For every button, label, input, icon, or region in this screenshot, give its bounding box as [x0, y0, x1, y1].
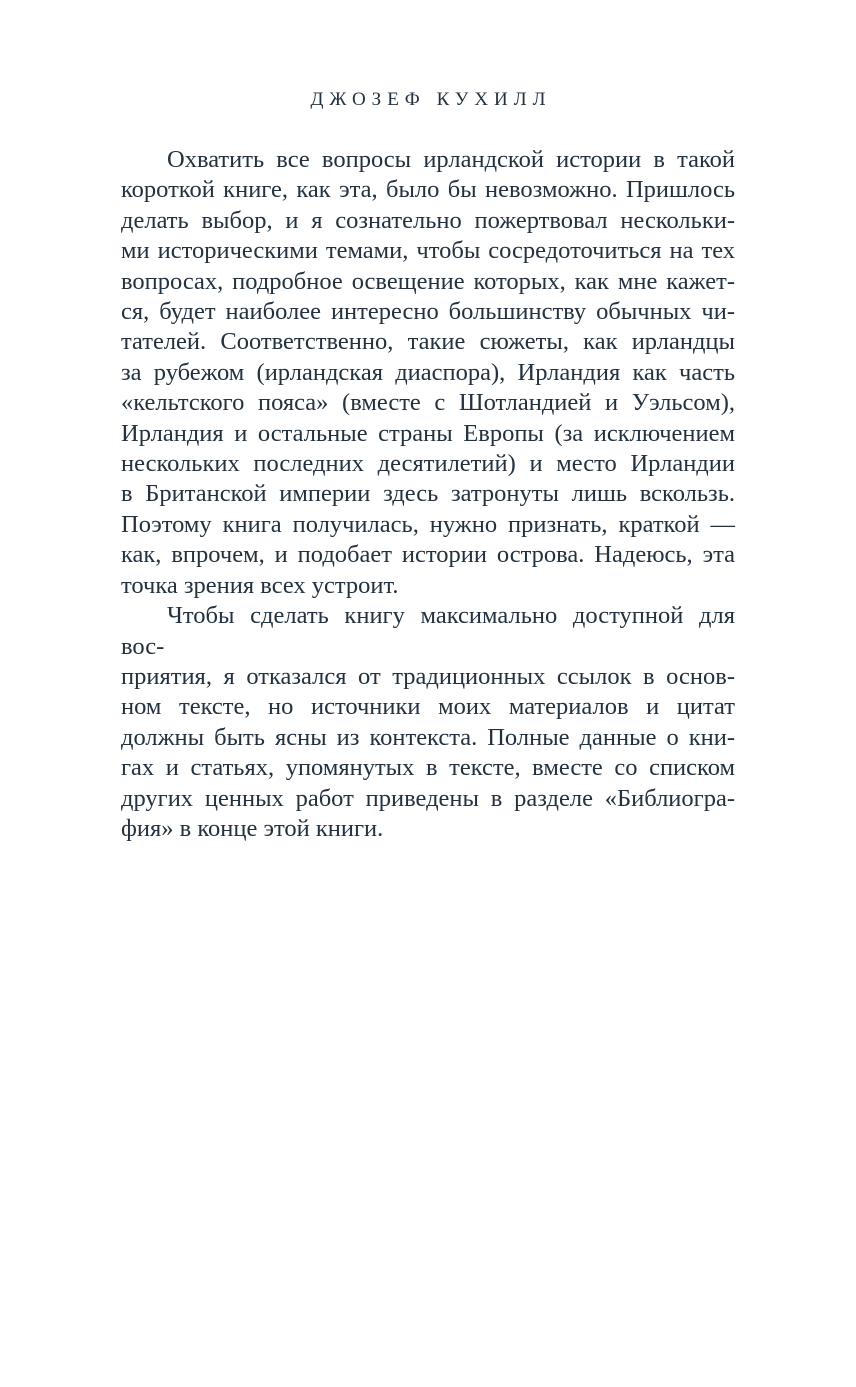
text-line: Ирландия и остальные страны Европы (за исключением — [121, 419, 735, 447]
paragraph — [121, 601, 735, 844]
text-line: Чтобы сделать книгу максимально доступной для вос- — [121, 602, 735, 660]
text-line: других ценных работ приведены в разделе «Библиогра- — [121, 784, 735, 812]
text-line: приятия, я отказался от традиционных ссылок в основ- — [121, 662, 735, 690]
text-line: вопросах, подробное освещение которых, как мне кажет- — [121, 267, 735, 295]
text-line: Охватить все вопросы ирландской истории в такой — [167, 146, 735, 173]
text-line: нескольких последних десятилетий) и место Ирландии — [121, 450, 735, 478]
text-line: Поэтому книга получилась, нужно признать, краткой — — [121, 510, 735, 538]
text-line: должны быть ясны из контекста. Полные данные о кни- — [121, 723, 735, 751]
text-line: ся, будет наиболее интересно большинству обычных чи- — [121, 298, 735, 326]
text-block — [121, 145, 735, 844]
text-line: в Британской империи здесь затронуты лишь вскользь. — [121, 480, 735, 508]
text-line: короткой книге, как эта, было бы невозможно. Пришлось — [121, 176, 735, 204]
running-head-author: ДЖОЗЕФ КУХИЛЛ — [310, 89, 552, 110]
text-line: как, впрочем, и подобает истории острова. Надеюсь, эта — [121, 541, 735, 569]
text-line: гах и статьях, упомянутых в тексте, вместе со списком — [121, 754, 735, 782]
text-line: «кельтского пояса» (вместе с Шотландией и Уэльсом), — [121, 389, 735, 417]
text-line: точка зрения всех устроит. — [121, 571, 399, 599]
text-line: ном тексте, но источники моих материалов и цитат — [121, 693, 735, 721]
book-page — [0, 88, 856, 1387]
text-line: ми историческими темами, чтобы сосредоточиться на тех — [121, 237, 735, 265]
text-line: делать выбор, и я сознательно пожертвовал нескольки- — [121, 206, 735, 234]
paragraph — [121, 145, 735, 601]
text-line: тателей. Соответственно, такие сюжеты, как ирландцы — [121, 328, 735, 356]
text-line: за рубежом (ирландская диаспора), Ирландия как часть — [121, 358, 735, 386]
text-line: фия» в конце этой книги. — [121, 814, 384, 842]
